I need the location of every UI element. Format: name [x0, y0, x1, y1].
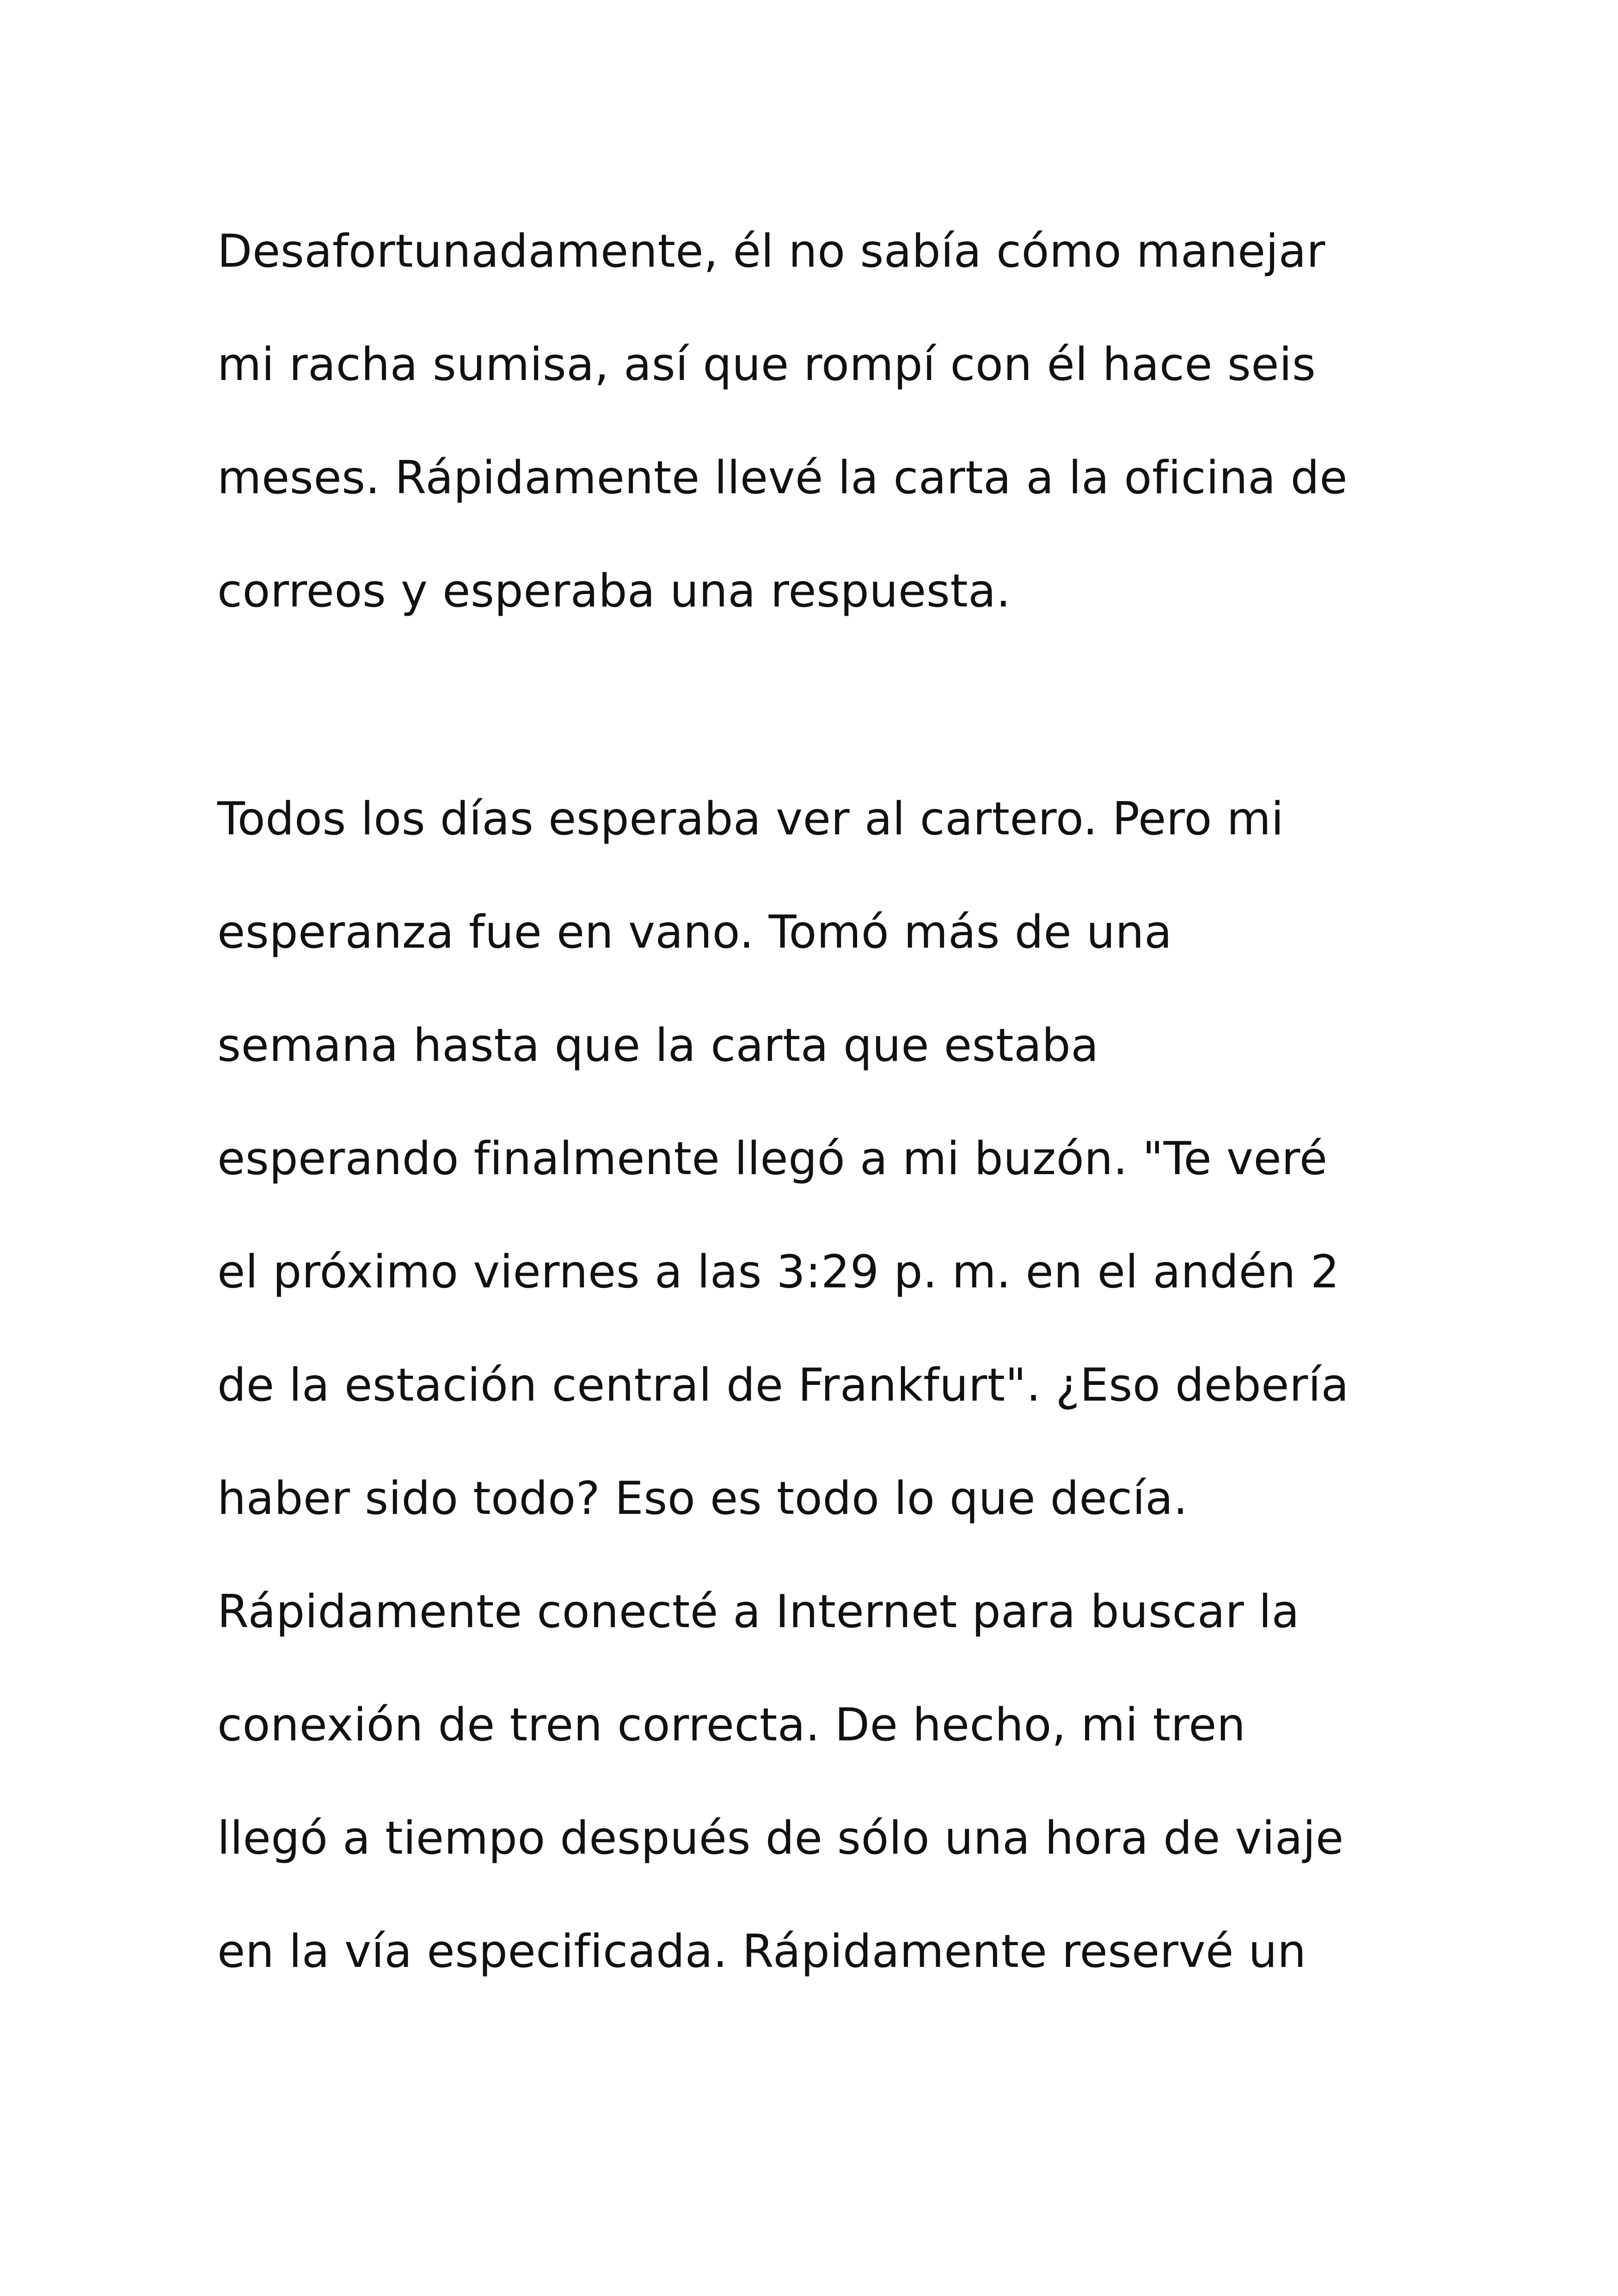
text-line: mi racha sumisa, así que rompí con él hace seis: [217, 338, 1316, 391]
text-line: conexión de tren correcta. De hecho, mi tren: [217, 1699, 1246, 1751]
paragraph-2: [217, 763, 1465, 2008]
text-line: esperando finalmente llegó a mi buzón. "Te veré: [217, 1133, 1328, 1185]
text-line: haber sido todo? Eso es todo lo que decía.: [217, 1472, 1188, 1525]
text-line: el próximo viernes a las 3:29 p. m. en el andén 2: [217, 1246, 1340, 1298]
text-line: semana hasta que la carta que estaba: [217, 1019, 1099, 1072]
text-line: de la estación central de Frankfurt". ¿Eso debería: [217, 1359, 1349, 1412]
text-line: Todos los días esperaba ver al cartero. Pero mi: [217, 793, 1284, 845]
paragraph-1: [217, 195, 1465, 648]
text-line: Desafortunadamente, él no sabía cómo manejar: [217, 225, 1326, 278]
text-line: correos y esperaba una respuesta.: [217, 565, 1011, 618]
text-line: llegó a tiempo después de sólo una hora de viaje: [217, 1812, 1344, 1865]
text-line: esperanza fue en vano. Tomó más de una: [217, 906, 1172, 959]
text-line: meses. Rápidamente llevé la carta a la oficina de: [217, 452, 1348, 504]
text-line: en la vía especificada. Rápidamente reservé un: [217, 1925, 1306, 1978]
text-line: Rápidamente conecté a Internet para buscar la: [217, 1586, 1300, 1638]
